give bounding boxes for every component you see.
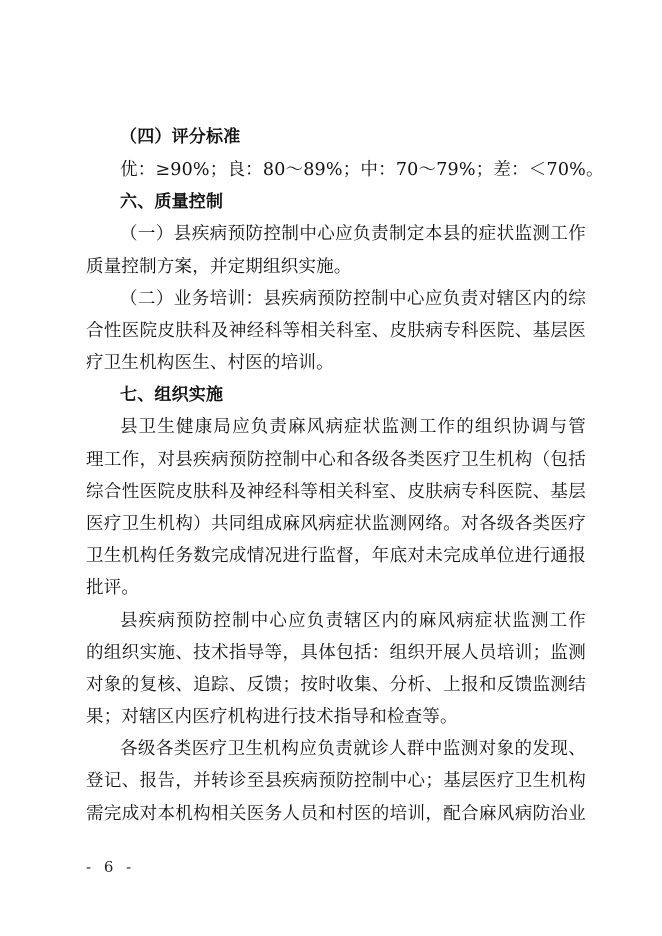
paragraph-line: 县卫生健康局应负责麻风病症状监测工作的组织协调与管	[120, 417, 586, 437]
paragraph-line: 各级各类医疗卫生机构应负责就诊人群中监测对象的发现、	[120, 739, 586, 759]
page-number: - 6 -	[86, 858, 136, 876]
paragraph-line: 登记、报告，并转诊至县疾病预防控制中心；基层医疗卫生机构	[86, 771, 586, 791]
paragraph-line: 卫生机构任务数完成情况进行监督，年底对未完成单位进行通报	[86, 546, 586, 566]
paragraph-line: （二）业务培训：县疾病预防控制中心应负责对辖区内的综	[120, 289, 586, 309]
section-heading-quality-control: 六、质量控制	[120, 192, 224, 212]
grading-scale-text: 优：≥90%；良：80～89%；中：70～79%；差：＜70%。	[120, 160, 604, 180]
paragraph-line: 综合性医院皮肤科及神经科等相关科室、皮肤病专科医院、基层	[86, 482, 586, 502]
paragraph-line: 的组织实施、技术指导等，具体包括：组织开展人员培训；监测	[86, 643, 586, 663]
paragraph-line: 医疗卫生机构）共同组成麻风病症状监测网络。对各级各类医疗	[86, 514, 586, 534]
paragraph-line: 疗卫生机构医生、村医的培训。	[86, 353, 334, 373]
section-heading-organization: 七、组织实施	[120, 385, 224, 405]
paragraph-line: 理工作，对县疾病预防控制中心和各级各类医疗卫生机构（包括	[86, 450, 586, 470]
paragraph-line: 需完成对本机构相关医务人员和村医的培训，配合麻风病防治业	[86, 804, 586, 824]
section-heading-grading-criteria: （四）评分标准	[120, 127, 241, 147]
paragraph-line: （一）县疾病预防控制中心应负责制定本县的症状监测工作	[120, 224, 586, 244]
paragraph-line: 县疾病预防控制中心应负责辖区内的麻风病症状监测工作	[120, 611, 586, 631]
paragraph-line: 合性医院皮肤科及神经科等相关科室、皮肤病专科医院、基层医	[86, 321, 586, 341]
paragraph-line: 果；对辖区内医疗机构进行技术指导和检查等。	[86, 707, 458, 727]
paragraph-line: 对象的复核、追踪、反馈；按时收集、分析、上报和反馈监测结	[86, 675, 586, 695]
paragraph-line: 质量控制方案，并定期组织实施。	[86, 257, 352, 277]
paragraph-line: 批评。	[86, 578, 140, 598]
